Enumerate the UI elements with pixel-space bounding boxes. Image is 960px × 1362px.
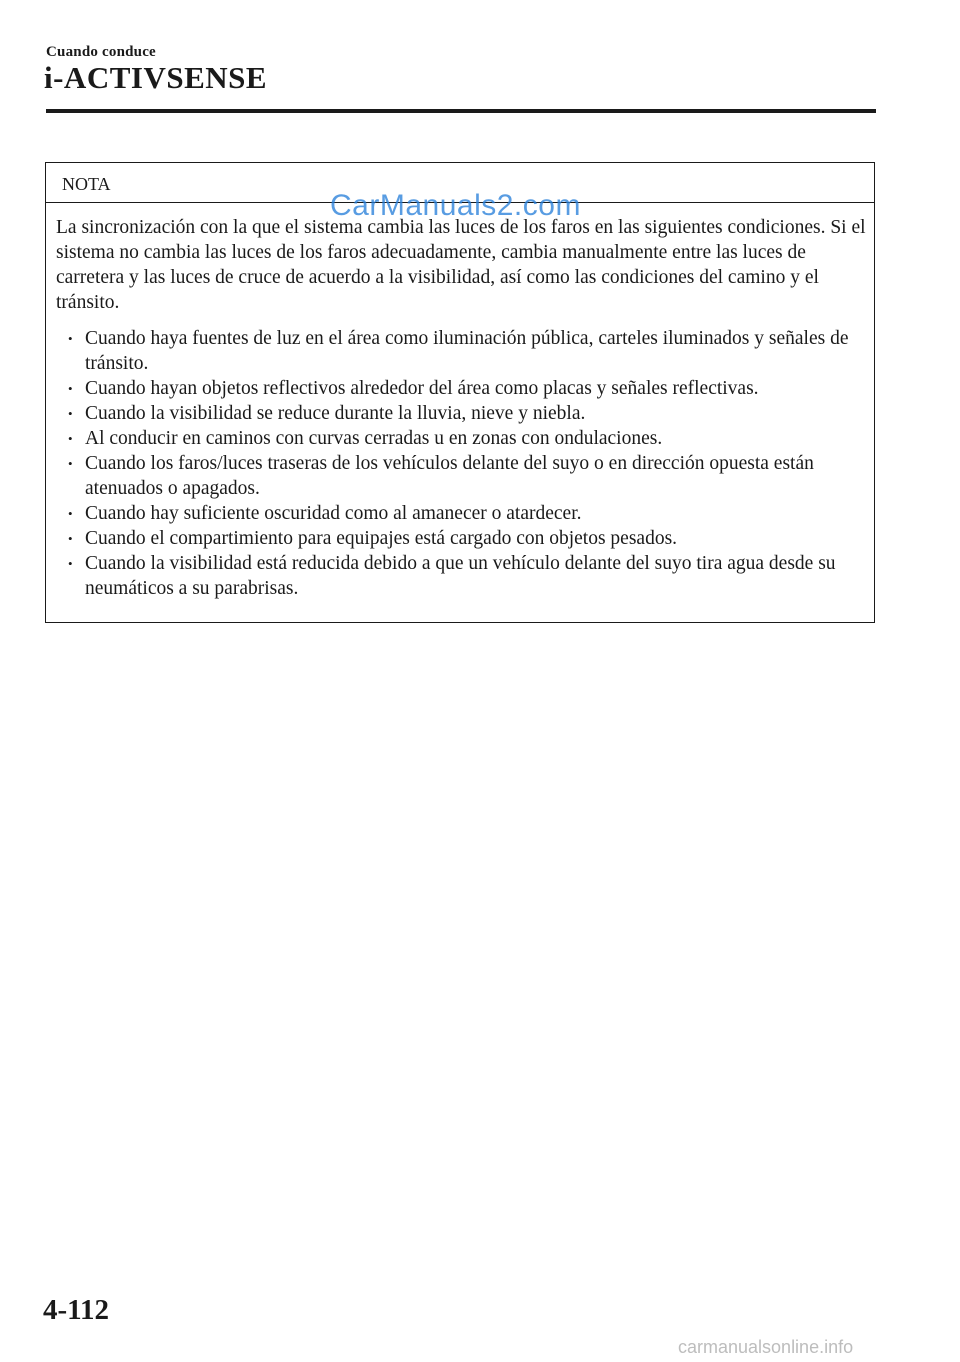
list-item (56, 501, 868, 526)
list-item-text: Cuando hayan objetos reflectivos alrededor del área como placas y señales reflectivas. (85, 378, 759, 399)
list-item (56, 326, 868, 376)
list-item-text: Cuando los faros/luces traseras de los vehículos delante del suyo o en dirección opuesta están atenuados o apagados. (85, 453, 814, 499)
note-label: NOTA (62, 174, 111, 194)
page-title: i-ACTIVSENSE (44, 60, 268, 95)
bullet-icon: • (68, 531, 73, 546)
bullet-icon: • (68, 506, 73, 521)
bullet-icon: • (68, 406, 73, 421)
watermark-carmanuals2: CarManuals2.com (330, 189, 581, 222)
list-item (56, 426, 868, 451)
list-item-text: Cuando el compartimiento para equipajes está cargado con objetos pesados. (85, 528, 678, 549)
title-rule (46, 109, 876, 113)
page-number: 4-112 (43, 1294, 110, 1326)
bullet-icon: • (68, 556, 73, 571)
list-item (56, 451, 868, 501)
list-item-text: Cuando la visibilidad está reducida debido a que un vehículo delante del suyo tira agua desde su neumáticos a su parabrisas. (85, 553, 836, 599)
list-item (56, 551, 868, 601)
note-bullet-list (56, 326, 868, 601)
list-item-text: Cuando la visibilidad se reduce durante la lluvia, nieve y niebla. (85, 403, 586, 424)
bullet-icon: • (68, 331, 73, 346)
bullet-icon: • (68, 381, 73, 396)
list-item-text: Cuando hay suficiente oscuridad como al amanecer o atardecer. (85, 503, 582, 524)
list-item-text: Al conducir en caminos con curvas cerradas u en zonas con ondulaciones. (85, 428, 663, 449)
note-body (56, 215, 868, 601)
note-intro: La sincronización con la que el sistema cambia las luces de los faros en las siguientes condiciones. Si el sistema no cambia las luces de los faros adecuadamente, cambia manualmente entre las luces de carretera y las luces de cruce de acuerdo a la visibilidad, así como las condiciones del camino y el tránsito. (56, 217, 866, 313)
list-item (56, 376, 868, 401)
section-label: Cuando conduce (46, 44, 156, 60)
note-box (45, 162, 875, 623)
watermark-carmanualsonline: carmanualsonline.info (678, 1337, 854, 1357)
bullet-icon: • (68, 456, 73, 471)
list-item (56, 401, 868, 426)
list-item-text: Cuando haya fuentes de luz en el área como iluminación pública, carteles iluminados y señales de tránsito. (85, 328, 849, 374)
bullet-icon: • (68, 431, 73, 446)
list-item (56, 526, 868, 551)
